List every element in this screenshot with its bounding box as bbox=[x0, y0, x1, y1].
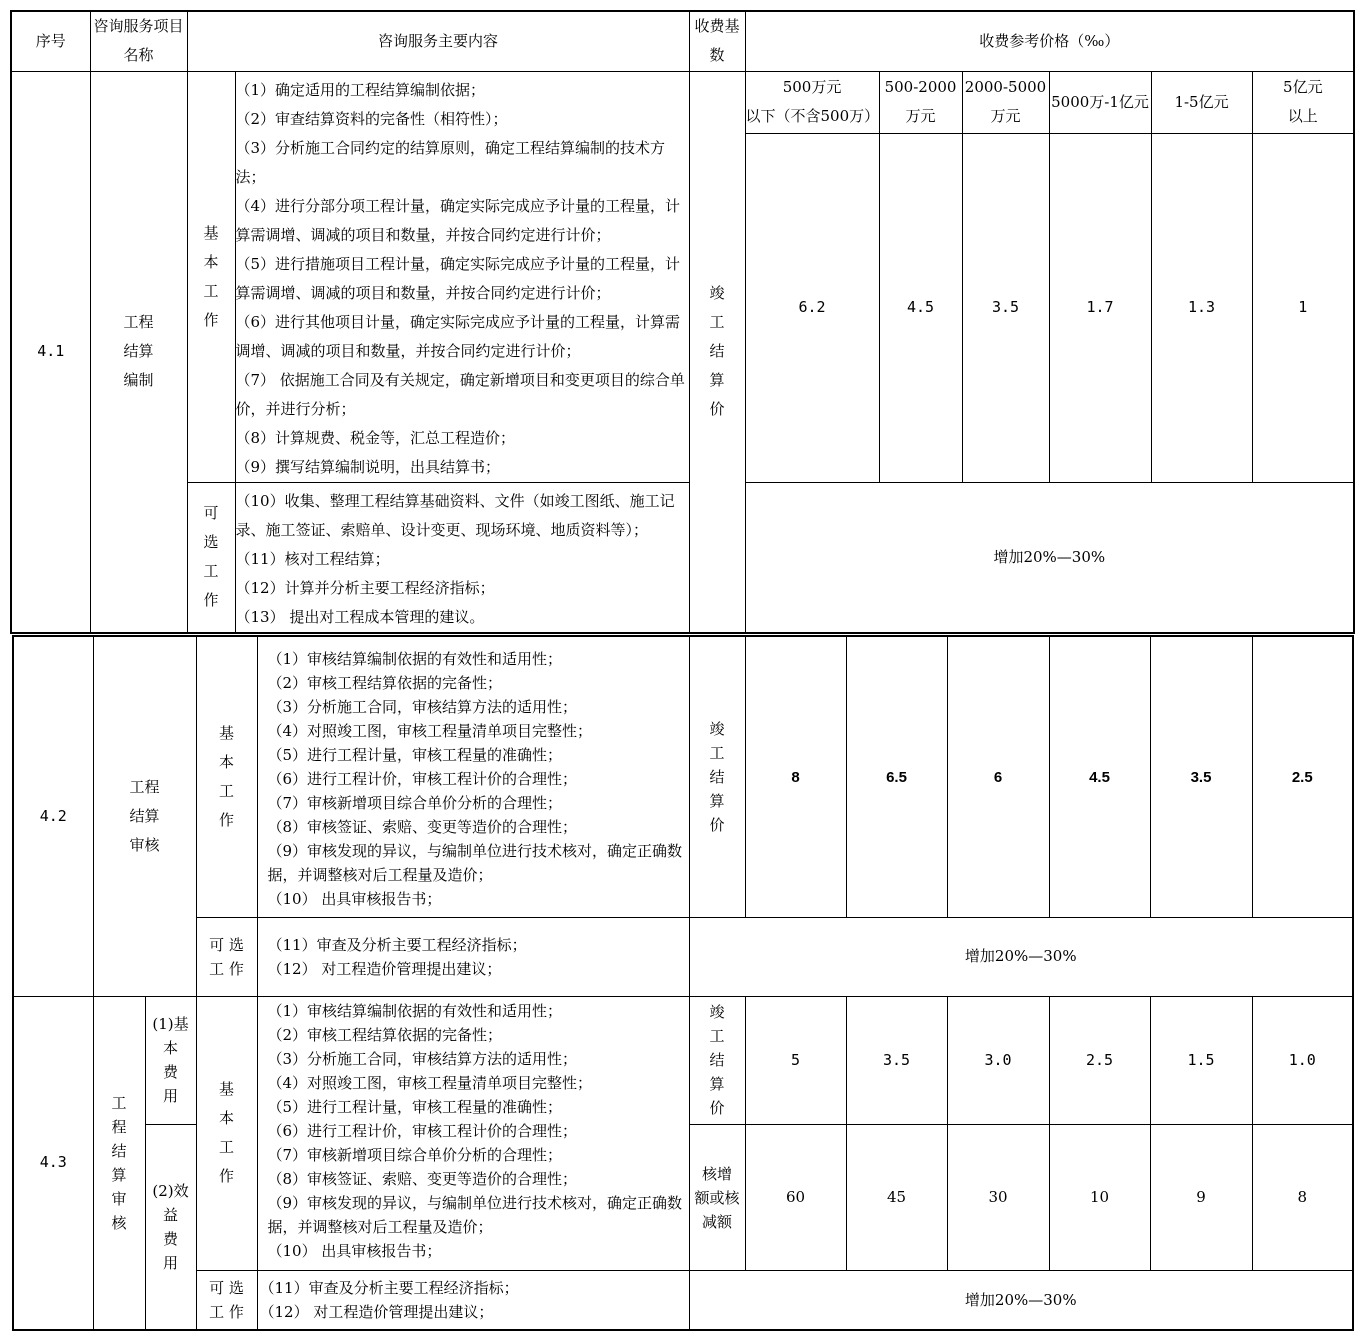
list-item: （10） 出具审核报告书； bbox=[267, 890, 442, 908]
row42-optional-price: 增加20%—30% bbox=[689, 918, 1353, 996]
row42-price-6: 2.5 bbox=[1252, 636, 1353, 918]
list-item: （11）审查及分析主要工程经济指标； bbox=[259, 1279, 519, 1298]
row41-optional-price: 增加20%—30% bbox=[745, 482, 1354, 633]
label-char: 工 bbox=[111, 1093, 127, 1112]
row41-basic-items bbox=[235, 71, 689, 482]
row41-price-3: 3.5 bbox=[962, 134, 1049, 482]
row41-name-line: 工程 bbox=[123, 313, 154, 331]
label-char: 费 bbox=[163, 1229, 179, 1248]
bracket-line: 500万元 bbox=[782, 78, 842, 97]
row43-price2-3: 30 bbox=[947, 1124, 1049, 1270]
label-char: 工 bbox=[219, 1138, 235, 1157]
label-char: 作 bbox=[203, 591, 219, 609]
row43-optional-price: 增加20%—30% bbox=[689, 1271, 1353, 1330]
header-seq: 序号 bbox=[11, 11, 90, 71]
label-char: 益 bbox=[163, 1205, 179, 1224]
list-item: （8）审核签证、索赔、变更等造价的合理性； bbox=[267, 818, 578, 836]
row43-price2-4: 10 bbox=[1049, 1124, 1150, 1270]
label-char: 基 bbox=[203, 223, 219, 242]
list-item: （3）分析施工合同约定的结算原则，确定工程结算编制的技术方法； bbox=[235, 138, 666, 186]
label-char: 工 bbox=[709, 744, 725, 763]
row42-basic-items bbox=[257, 636, 689, 918]
list-item: （7） 依据施工合同及有关规定，确定新增项目和变更项目的综合单价，并进行分析； bbox=[235, 370, 685, 418]
label-char: 竣 bbox=[709, 284, 725, 302]
list-item: （7）审核新增项目综合单价分析的合理性； bbox=[267, 794, 563, 812]
label-char: 本 bbox=[203, 252, 219, 271]
row41-name bbox=[90, 71, 187, 633]
list-item: （4）对照竣工图，审核工程量清单项目完整性； bbox=[267, 722, 593, 740]
bracket-line: 万元 bbox=[990, 107, 1021, 126]
list-item: （1）确定适用的工程结算编制依据； bbox=[235, 80, 486, 99]
label-char: 用 bbox=[163, 1253, 179, 1272]
label-line: 可 选 bbox=[209, 1279, 244, 1298]
row42-base bbox=[689, 636, 745, 918]
row41-seq: 4.1 bbox=[11, 71, 90, 633]
row42-name-line: 审核 bbox=[129, 835, 160, 854]
label-char: 算 bbox=[709, 371, 725, 389]
list-item: （2）审核工程结算依据的完备性； bbox=[267, 674, 503, 692]
row41-price-2: 4.5 bbox=[879, 134, 962, 482]
row41-price-5: 1.3 bbox=[1151, 134, 1252, 482]
label-char: 工 bbox=[709, 1027, 725, 1046]
bracket-line: 万元 bbox=[905, 107, 936, 126]
label-char: 核 bbox=[111, 1213, 127, 1232]
bracket-line: 以上 bbox=[1287, 107, 1318, 126]
row43-price1-4: 2.5 bbox=[1049, 996, 1150, 1124]
row42-name-line: 结算 bbox=[129, 806, 160, 825]
bracket-6 bbox=[1252, 71, 1354, 134]
list-item: （3）分析施工合同，审核结算方法的适用性； bbox=[267, 698, 578, 716]
list-item: （11）审查及分析主要工程经济指标； bbox=[267, 935, 527, 954]
row43-optional-items bbox=[257, 1271, 689, 1330]
list-item: （12）计算并分析主要工程经济指标； bbox=[235, 578, 495, 597]
row43-seq: 4.3 bbox=[13, 996, 93, 1330]
label-char: 程 bbox=[111, 1117, 127, 1136]
row43-name bbox=[93, 996, 145, 1330]
row43-base1 bbox=[689, 996, 745, 1124]
row43-base2 bbox=[689, 1124, 745, 1270]
list-item: （2）审核工程结算依据的完备性； bbox=[267, 1025, 503, 1044]
list-item: （6）进行工程计价，审核工程计价的合理性； bbox=[267, 1121, 578, 1140]
label-line: 额或核 bbox=[694, 1188, 740, 1207]
label-char: 结 bbox=[111, 1141, 127, 1160]
row41-price-6: 1 bbox=[1252, 134, 1354, 482]
label-char: 竣 bbox=[709, 1003, 725, 1022]
label-char: 基 bbox=[219, 724, 235, 743]
bracket-line: 2000-5000 bbox=[964, 78, 1047, 97]
list-item: （8）审核签证、索赔、变更等造价的合理性； bbox=[267, 1169, 578, 1188]
list-item: （6）进行工程计价，审核工程计价的合理性； bbox=[267, 770, 578, 788]
list-item: （10）收集、整理工程结算基础资料、文件（如竣工图纸、施工记录、施工签证、索赔单、设计变更、现场环境、地质资料等）； bbox=[235, 491, 675, 539]
label-line: 减额 bbox=[702, 1212, 733, 1231]
label-char: 工 bbox=[203, 562, 219, 580]
row42-basic-label bbox=[196, 636, 257, 918]
row42-name bbox=[93, 636, 196, 996]
bracket-line: 1-5亿元 bbox=[1174, 92, 1229, 111]
list-item: （2）审查结算资料的完备性（相符性）； bbox=[235, 109, 508, 128]
label-char: 工 bbox=[219, 782, 235, 801]
label-char: 竣 bbox=[709, 720, 725, 739]
row43-price1-6: 1.0 bbox=[1252, 996, 1353, 1124]
list-item: （5）进行工程计量，审核工程量的准确性； bbox=[267, 1097, 563, 1116]
label-char: 价 bbox=[709, 816, 725, 835]
bracket-line: 5000万-1亿元 bbox=[1051, 92, 1149, 111]
label-char: (2)效 bbox=[152, 1181, 189, 1200]
label-char: 审 bbox=[111, 1189, 127, 1208]
row41-price-4: 1.7 bbox=[1049, 134, 1151, 482]
label-line: 工 作 bbox=[209, 1303, 244, 1322]
list-item: （4）对照竣工图，审核工程量清单项目完整性； bbox=[267, 1073, 593, 1092]
list-item: （9）审核发现的异议，与编制单位进行技术核对，确定正确数据，并调整核对后工程量及造价； bbox=[267, 1193, 683, 1236]
label-char: 工 bbox=[203, 281, 219, 300]
row43-basic-label bbox=[196, 996, 257, 1271]
row43-price1-2: 3.5 bbox=[846, 996, 947, 1124]
bracket-line: 500-2000 bbox=[884, 78, 957, 97]
list-item: （12） 对工程造价管理提出建议； bbox=[259, 1303, 494, 1322]
list-item: （3）分析施工合同，审核结算方法的适用性； bbox=[267, 1049, 578, 1068]
bracket-1 bbox=[745, 71, 879, 134]
label-char: 本 bbox=[219, 1109, 235, 1128]
row43-price2-6: 8 bbox=[1252, 1124, 1353, 1270]
row41-basic-label bbox=[187, 71, 235, 482]
row43-optional-label bbox=[196, 1271, 257, 1330]
label-line: 核增 bbox=[702, 1164, 733, 1183]
header-base: 收费基数 bbox=[689, 11, 745, 71]
label-char: 作 bbox=[219, 811, 235, 830]
label-char: 本 bbox=[163, 1039, 179, 1058]
row43-basic-items bbox=[257, 996, 689, 1271]
label-line: 工 作 bbox=[209, 959, 244, 978]
row43-price1-5: 1.5 bbox=[1150, 996, 1252, 1124]
row42-price-1: 8 bbox=[745, 636, 846, 918]
row42-price-2: 6.5 bbox=[846, 636, 947, 918]
row43-price1-3: 3.0 bbox=[947, 996, 1049, 1124]
row43-price2-1: 60 bbox=[745, 1124, 846, 1270]
bracket-2 bbox=[879, 71, 962, 134]
row42-price-4: 4.5 bbox=[1049, 636, 1150, 918]
row42-seq: 4.2 bbox=[13, 636, 93, 996]
label-line: 可 选 bbox=[209, 935, 244, 954]
list-item: （1）审核结算编制依据的有效性和适用性； bbox=[267, 650, 563, 668]
label-char: 基 bbox=[219, 1080, 235, 1099]
label-char: 算 bbox=[709, 792, 725, 811]
fee-table-part2 bbox=[12, 635, 1354, 1331]
row41-optional-label bbox=[187, 482, 235, 633]
bracket-5 bbox=[1151, 71, 1252, 134]
list-item: （8）计算规费、税金等，汇总工程造价； bbox=[235, 428, 516, 447]
label-char: 结 bbox=[709, 1051, 725, 1070]
row43-price1-1: 5 bbox=[745, 996, 846, 1124]
header-row bbox=[11, 11, 1354, 71]
list-item: （4）进行分部分项工程计量，确定实际完成应予计量的工程量，计算需调增、调减的项目和数量，并按合同约定进行计价； bbox=[235, 196, 681, 244]
label-char: 选 bbox=[203, 533, 219, 551]
bracket-3 bbox=[962, 71, 1049, 134]
header-name: 咨询服务项目名称 bbox=[90, 11, 187, 71]
label-char: 用 bbox=[163, 1087, 179, 1106]
row41-price-1: 6.2 bbox=[745, 134, 879, 482]
header-content: 咨询服务主要内容 bbox=[187, 11, 689, 71]
bracket-4 bbox=[1049, 71, 1151, 134]
label-char: 结 bbox=[709, 768, 725, 787]
bracket-line: 5亿元 bbox=[1283, 78, 1323, 97]
row42-optional-items bbox=[257, 918, 689, 996]
row43-sub2 bbox=[145, 1124, 196, 1330]
list-item: （9）审核发现的异议，与编制单位进行技术核对，确定正确数据，并调整核对后工程量及造价； bbox=[267, 842, 683, 884]
label-char: 作 bbox=[203, 310, 219, 329]
label-char: 作 bbox=[219, 1167, 235, 1186]
list-item: （11）核对工程结算； bbox=[235, 549, 390, 568]
list-item: （9）撰写结算编制说明，出具结算书； bbox=[235, 457, 501, 476]
list-item: （12） 对工程造价管理提出建议； bbox=[267, 959, 502, 978]
label-char: 算 bbox=[709, 1075, 725, 1094]
list-item: （1）审核结算编制依据的有效性和适用性； bbox=[267, 1001, 563, 1020]
label-char: 本 bbox=[219, 753, 235, 772]
row41-optional-items bbox=[235, 482, 689, 633]
label-char: (1)基 bbox=[152, 1015, 189, 1034]
row42-price-5: 3.5 bbox=[1150, 636, 1252, 918]
list-item: （10） 出具审核报告书； bbox=[267, 1241, 442, 1260]
row43-price2-2: 45 bbox=[846, 1124, 947, 1270]
label-char: 结 bbox=[709, 342, 725, 360]
row41-name-line: 结算 bbox=[123, 342, 154, 360]
label-char: 可 bbox=[203, 504, 219, 522]
label-char: 工 bbox=[709, 313, 725, 331]
row41-name-line: 编制 bbox=[123, 371, 154, 389]
list-item: （13） 提出对工程成本管理的建议。 bbox=[235, 607, 485, 626]
fee-table-part1 bbox=[10, 10, 1355, 634]
row42-price-3: 6 bbox=[947, 636, 1049, 918]
row41-base bbox=[689, 71, 745, 633]
label-char: 价 bbox=[709, 400, 725, 418]
list-item: （5）进行措施项目工程计量，确定实际完成应予计量的工程量，计算需调增、调减的项目和数量，并按合同约定进行计价； bbox=[235, 254, 681, 302]
row42-optional-label bbox=[196, 918, 257, 996]
list-item: （6）进行其他项目计量，确定实际完成应予计量的工程量，计算需调增、调减的项目和数量，并按合同约定进行计价； bbox=[235, 312, 681, 360]
header-price: 收费参考价格（‰） bbox=[745, 11, 1354, 71]
label-char: 价 bbox=[709, 1099, 725, 1118]
list-item: （5）进行工程计量，审核工程量的准确性； bbox=[267, 746, 563, 764]
row43-sub1 bbox=[145, 996, 196, 1124]
list-item: （7）审核新增项目综合单价分析的合理性； bbox=[267, 1145, 563, 1164]
row42-name-line: 工程 bbox=[129, 777, 160, 796]
row43-price2-5: 9 bbox=[1150, 1124, 1252, 1270]
bracket-line: 以下（不含500万） bbox=[745, 107, 880, 126]
label-char: 费 bbox=[163, 1063, 179, 1082]
label-char: 算 bbox=[111, 1165, 127, 1184]
